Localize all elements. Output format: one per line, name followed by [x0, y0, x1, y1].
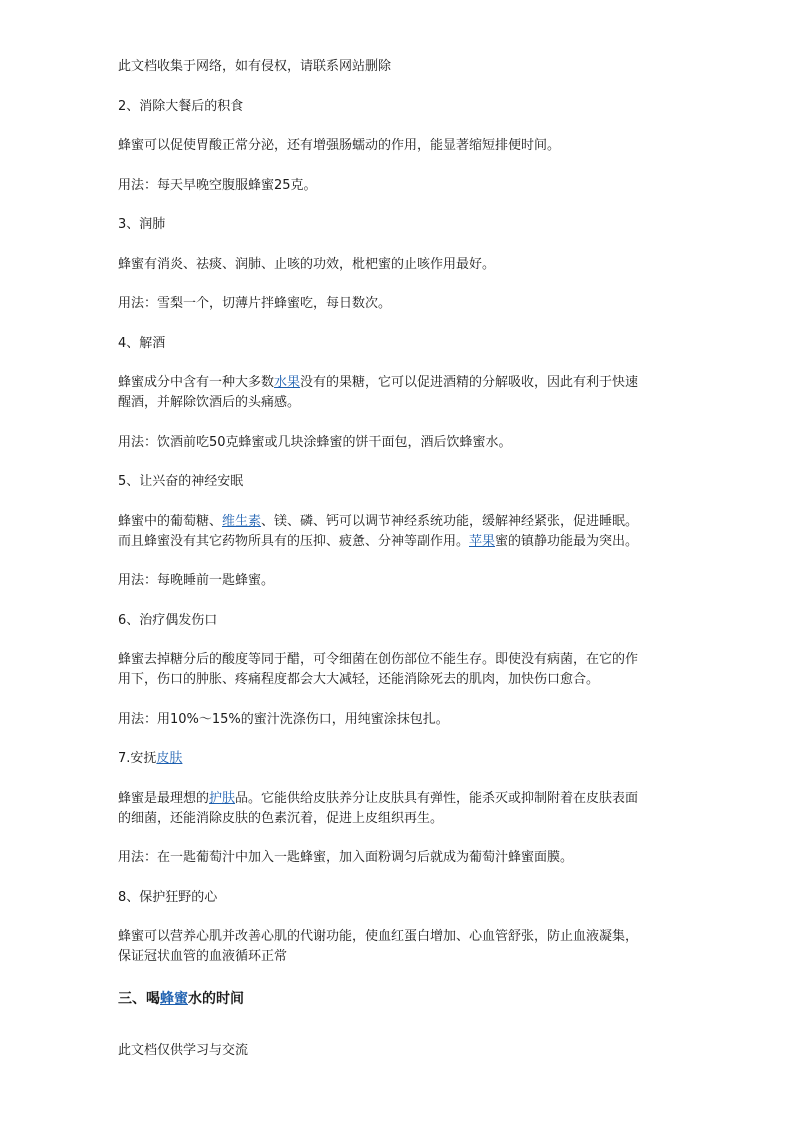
part-3-heading-prefix: 三、喝: [118, 991, 160, 1007]
section-4-body-text-a: 蜂蜜成分中含有一种大多数: [118, 375, 275, 390]
section-8-body-text-b: 保证冠状血管的血液循环正常: [118, 949, 288, 964]
link-apple[interactable]: 苹果: [469, 534, 496, 549]
section-3-title: 3、润肺: [118, 217, 166, 232]
section-5-body-text-b: 、镁、磷、钙可以调节神经系统功能，缓解神经紧张，促进睡眠。: [261, 514, 639, 529]
section-8-title: 8、保护狂野的心: [118, 890, 218, 905]
header-note: 此文档收集于网络，如有侵权，请联系网站删除: [118, 59, 392, 74]
section-5-body: [118, 512, 678, 552]
section-6-body-text-b: 用下，伤口的肿胀、疼痛程度都会大大减轻，还能消除死去的肌肉，加快伤口愈合。: [118, 672, 600, 687]
section-6-usage: 用法：用10%～15%的蜜汁洗涤伤口，用纯蜜涂抹包扎。: [118, 712, 449, 727]
footer-note: 此文档仅供学习与交流: [118, 1043, 249, 1058]
part-3-heading-suffix: 水的时间: [188, 991, 244, 1007]
part-3-heading: [118, 989, 678, 1009]
link-vitamin[interactable]: 维生素: [222, 514, 262, 529]
section-4-body-text-b: 没有的果糖，它可以促进酒精的分解吸收，因此有利于快速: [300, 375, 639, 390]
section-5-title: 5、让兴奋的神经安眠: [118, 474, 244, 489]
section-7-body: [118, 789, 678, 829]
section-6-body: [118, 650, 678, 690]
section-3-body: 蜂蜜有消炎、祛痰、润肺、止咳的功效，枇杷蜜的止咳作用最好。: [118, 257, 496, 272]
section-2-title: 2、消除大餐后的积食: [118, 99, 244, 114]
section-8-body-text-a: 蜂蜜可以营养心肌并改善心肌的代谢功能，使血红蛋白增加、心血管舒张，防止血液凝集，: [118, 929, 639, 944]
section-7-usage: 用法：在一匙葡萄汁中加入一匙蜂蜜，加入面粉调匀后就成为葡萄汁蜂蜜面膜。: [118, 850, 574, 865]
section-4-body: [118, 373, 678, 413]
section-7-title: [118, 749, 678, 769]
link-skincare[interactable]: 护肤: [209, 791, 236, 806]
section-6-title: 6、治疗偶发伤口: [118, 613, 218, 628]
section-7-body-text-c: 的细菌，还能消除皮肤的色素沉着，促进上皮组织再生。: [118, 811, 444, 826]
section-4-usage: 用法：饮酒前吃50克蜂蜜或几块涂蜂蜜的饼干面包，酒后饮蜂蜜水。: [118, 435, 512, 450]
section-7-title-prefix: 7.安抚: [118, 751, 157, 766]
section-8-body: [118, 927, 678, 967]
section-7-body-text-b: 品。它能供给皮肤养分让皮肤具有弹性，能杀灭或抑制附着在皮肤表面: [235, 791, 639, 806]
section-5-body-text-d: 蜜的镇静功能最为突出。: [495, 534, 639, 549]
link-honey[interactable]: 蜂蜜: [160, 991, 188, 1007]
section-5-body-text-a: 蜂蜜中的葡萄糖、: [118, 514, 223, 529]
section-6-body-text-a: 蜂蜜去掉糖分后的酸度等同于醋，可令细菌在创伤部位不能生存。即使没有病菌，在它的作: [118, 652, 639, 667]
section-2-usage: 用法：每天早晚空腹服蜂蜜25克。: [118, 178, 317, 193]
section-2-body: 蜂蜜可以促使胃酸正常分泌，还有增强肠蠕动的作用，能显著缩短排便时间。: [118, 138, 561, 153]
link-skin[interactable]: 皮肤: [156, 751, 183, 766]
section-5-usage: 用法：每晚睡前一匙蜂蜜。: [118, 573, 275, 588]
section-3-usage: 用法：雪梨一个，切薄片拌蜂蜜吃，每日数次。: [118, 296, 392, 311]
link-fruit[interactable]: 水果: [274, 375, 301, 390]
section-7-body-text-a: 蜂蜜是最理想的: [118, 791, 210, 806]
section-4-body-text-c: 醒酒，并解除饮酒后的头痛感。: [118, 395, 301, 410]
section-4-title: 4、解酒: [118, 336, 166, 351]
section-5-body-text-c: 而且蜂蜜没有其它药物所具有的压抑、疲惫、分神等副作用。: [118, 534, 470, 549]
